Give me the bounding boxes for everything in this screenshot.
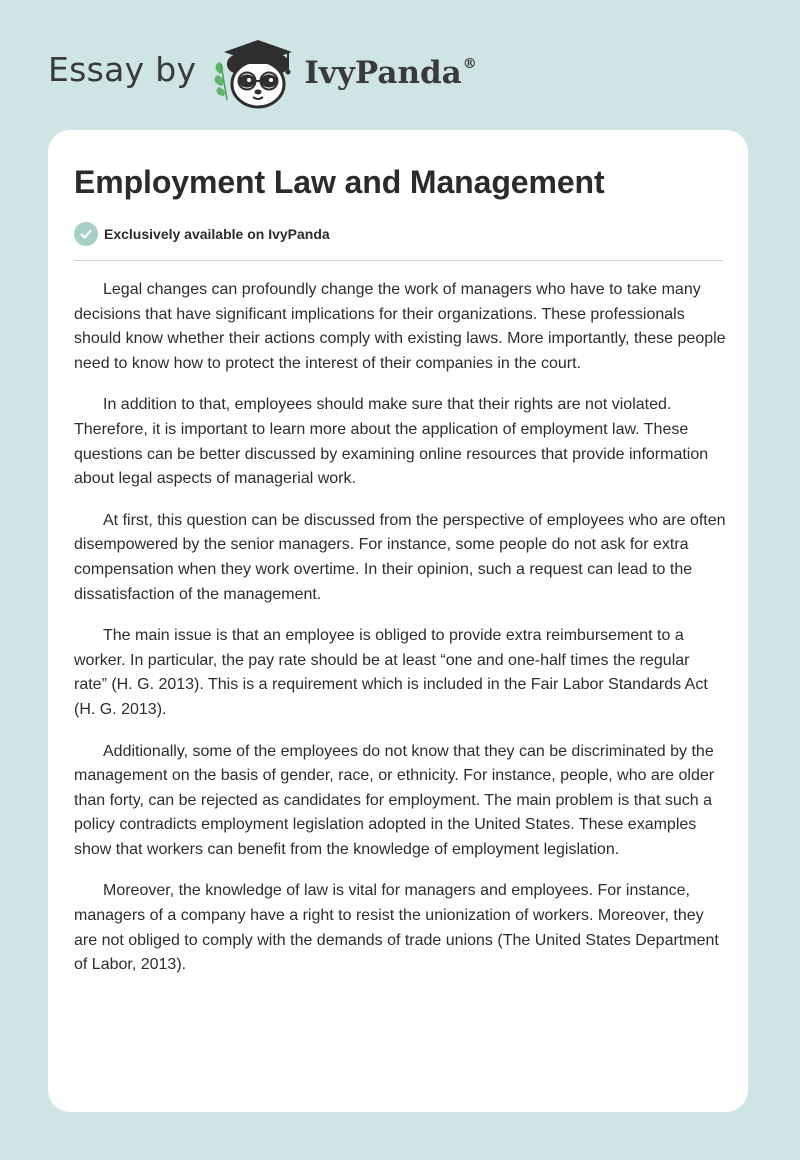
article-card — [48, 130, 748, 1112]
paragraph: In addition to that, employees should make sure that their rights are not violated. Therefore, it is important to learn more about the application of employment law. These questions can be better discussed by examining online resources that provide information about legal aspects of managerial work. — [74, 396, 709, 488]
paragraph: Legal changes can profoundly change the work of managers who have to take many decisions that have significant implications for their organizations. These professionals should know whether their actions comply with existing laws. More importantly, these people need to know how to protect the interest of their companies in the court. — [74, 281, 726, 372]
paragraph: Additionally, some of the employees do not know that they can be discriminated by the management on the basis of gender, race, or ethnicity. For instance, people, who are older than forty, can be rejected as candidates for employment. The main problem is that such a policy contradicts employment legislation adopted in the United States. These examples show that workers can benefit from the knowledge of employment legislation. — [74, 742, 715, 858]
divider — [74, 260, 723, 261]
badge-label: Exclusively available on IvyPanda — [104, 226, 330, 242]
essay-by-label: Essay by — [48, 49, 197, 89]
page-title: Employment Law and Management — [74, 164, 605, 200]
brand-text: IvyPanda — [304, 55, 462, 91]
paragraph: Moreover, the knowledge of law is vital for managers and employees. For instance, managers of a company have a right to resist the unionization of workers. Moreover, they are not obliged to comply with the demands of trade unions (The United States Department of Labor, 2013). — [74, 882, 719, 974]
article-body — [74, 278, 726, 995]
registered-mark: ® — [462, 56, 477, 72]
brand-name[interactable] — [304, 55, 476, 91]
check-circle-icon — [74, 222, 98, 246]
paragraph: At first, this question can be discussed from the perspective of employees who are often disempowered by the senior managers. For instance, some people do not ask for extra compensation when they work overtime. In their opinion, such a request can lead to the dissatisfaction of the management. — [74, 511, 726, 603]
leaf-icon — [215, 62, 227, 100]
site-header — [48, 34, 477, 110]
paragraph: The main issue is that an employee is obliged to provide extra reimbursement to a worker. In particular, the pay rate should be at least “one and one-half times the regular rate” (H. G. 2013). This is a requirement which is included in the Fair Labor Standards Act (H. G. 2013). — [74, 627, 708, 718]
panda-graduate-logo-icon[interactable] — [210, 34, 300, 110]
exclusive-badge — [74, 222, 330, 246]
